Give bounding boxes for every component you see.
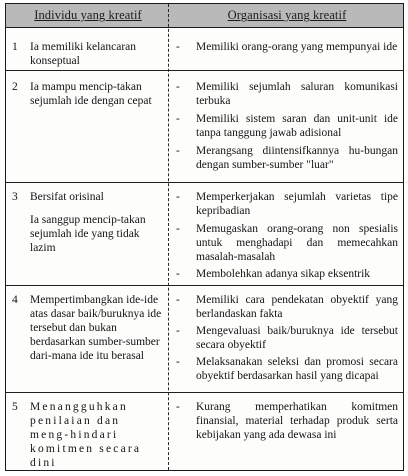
row-number: 1 [12,41,18,53]
organisasi-text: Memperkerjakan sejumlah varietas tipe kepribadian [196,191,398,217]
organisasi-item [176,190,398,218]
bullet-dash: - [176,294,180,306]
individu-cell [30,400,164,470]
organisasi-text: Kurang memperhatikan komitmen finansial, material terhadap produk serta kebijakan yang ada dewasa ini [196,401,398,441]
organisasi-item [176,144,398,172]
header-individu: Individu yang kreatif [34,8,142,22]
individu-text: Ia sanggup mencip-takan sejumlah ide yang tidak lazim [30,214,146,254]
row-number: 5 [12,401,18,413]
row-divider [6,70,403,71]
individu-text: Ia mampu mencip-takan sejumlah ide dengan cepat [30,81,152,107]
organisasi-item [176,400,398,442]
bullet-dash: - [176,191,180,203]
organisasi-text: Membolehkan adanya sikap eksentrik [196,268,371,280]
individu-text: Ia memiliki kelancaran konseptual [30,41,137,67]
bullet-dash: - [176,325,180,337]
bullet-dash: - [176,41,180,53]
header-organisasi: Organisasi yang kreatif [227,8,347,22]
organisasi-text: Memiliki orang-orang yang mempunyai ide [196,41,398,53]
individu-cell [30,190,164,255]
bullet-dash: - [176,81,180,93]
row-number: 3 [12,191,18,203]
individu-text: Bersifat orisinal [30,191,104,203]
bullet-dash: - [176,223,180,235]
organisasi-item [176,40,398,54]
row-divider [6,392,403,393]
individu-cell [30,293,164,363]
organisasi-text: Melaksanakan seleksi dan promosi secara obyektif berdasarkan hasil yang dicapai [196,356,398,382]
row-number: 2 [12,81,18,93]
organisasi-item [176,267,398,281]
organisasi-text: Memiliki sejumlah saluran komunikasi terbuka [196,81,398,107]
organisasi-text: Memugaskan orang-orang non spesialis untuk menghadapi dan memecahkan masalah-masalah [196,223,398,263]
organisasi-text: Memiliki sistem saran dan unit-unit ide tanpa tanggung jawab adisional [196,113,398,139]
organisasi-item [176,112,398,140]
row-divider [6,182,403,183]
organisasi-text: Memiliki cara pendekatan obyektif yang berlandaskan fakta [196,294,398,320]
column-divider [168,4,169,470]
comparison-table [5,3,404,471]
organisasi-text: Merangsang diintensifkannya hu-bungan dengan sumber-sumber "luar" [196,145,398,171]
organisasi-text: Mengevaluasi baik/buruknya ide tersebut secara obyektif [196,325,398,351]
organisasi-item [176,355,398,383]
individu-text: Mempertimbangkan ide-ide atas dasar baik/buruknya ide tersebut dan bukan berdasarkan sumber-sumber dari-mana ide itu berasal [30,294,162,362]
organisasi-item [176,80,398,108]
bullet-dash: - [176,113,180,125]
organisasi-item [176,222,398,264]
table-header [6,4,403,28]
organisasi-item [176,324,398,352]
bullet-dash: - [176,401,180,413]
organisasi-item [176,293,398,321]
row-divider [6,285,403,286]
individu-cell [30,40,164,68]
bullet-dash: - [176,356,180,368]
bullet-dash: - [176,268,180,280]
individu-text: Menangguhkan penilaian dan meng-hindari komitmen secara dini [30,401,142,469]
row-number: 4 [12,294,18,306]
individu-cell [30,80,164,108]
bullet-dash: - [176,145,180,157]
